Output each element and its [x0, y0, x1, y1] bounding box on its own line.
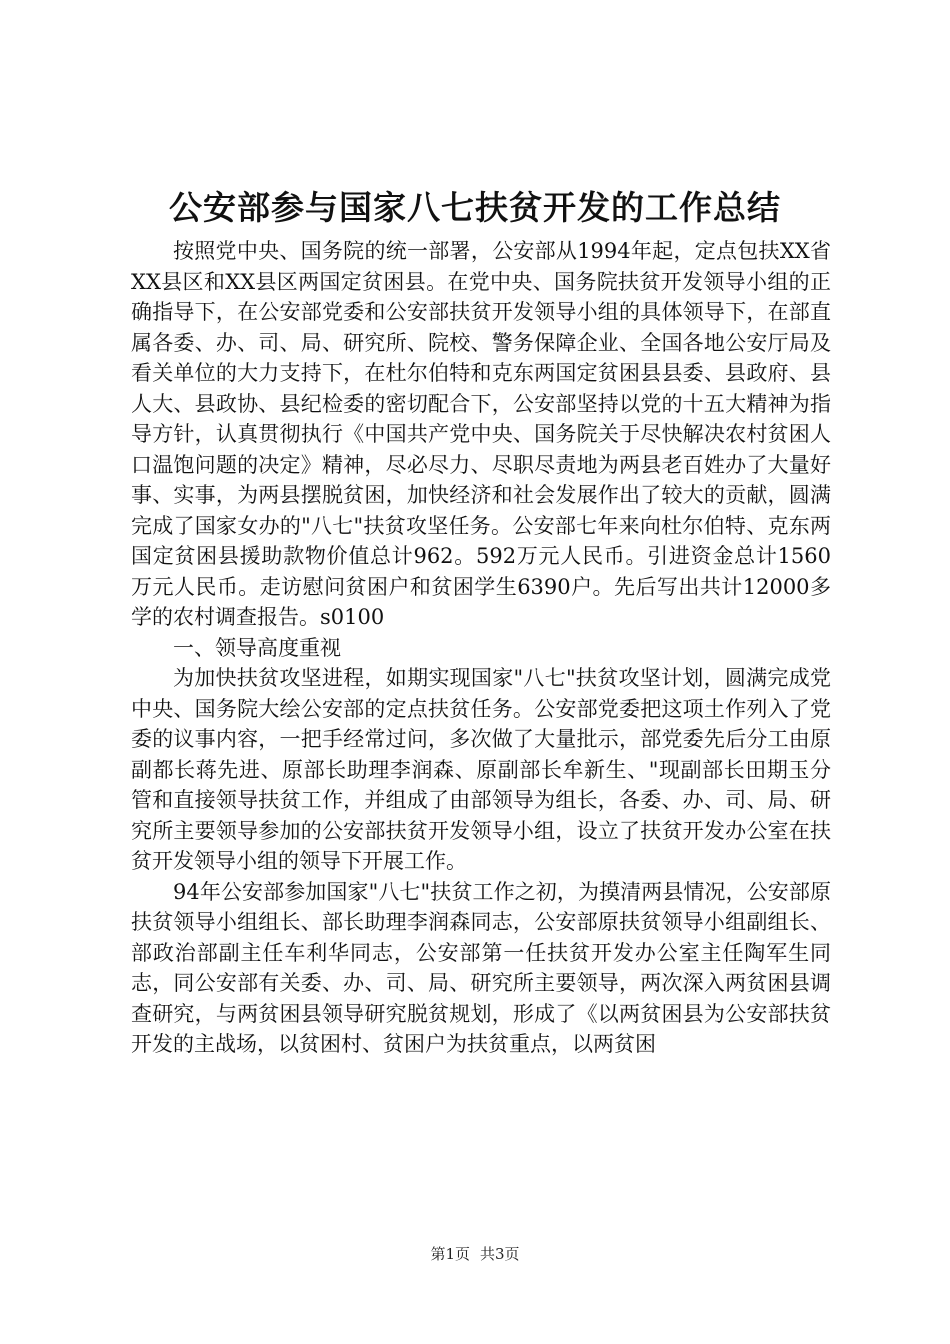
page-footer	[0, 1244, 950, 1264]
document-title: 公安部参与国家八七扶贫开发的工作总结	[169, 188, 781, 227]
section-heading: 一、领导高度重视	[173, 635, 341, 660]
intro-paragraph: 按照党中央、国务院的统一部署，公安部从1994年起，定点包扶XX省XX县区和XX县区两国定贫困县。在党中央、国务院扶贫开发领导小组的正确指导下，在公安部党委和公安部扶贫开发领导小组的具体领导下，在部直属各委、办、司、局、研究所、院校、警务保障企业、全国各地公安厅局及看关单位的大力支持下，在杜尔伯特和克东两国定贫困县县委、县政府、县人大、县政协、县纪检委的密切配合下，公安部坚持以党的十五大精神为指导方针，认真贯彻执行《中国共产党中央、国务院关于尽快解决农村贫困人口温饱问题的决定》精神，尽必尽力、尽职尽责地为两县老百姓办了大量好事、实事，为两县摆脱贫困，加快经济和社会发展作出了较大的贡献，圆满完成了国家女办的"八七"扶贫攻坚任务。公安部七年来向杜尔伯特、克东两国定贫困县援助款物价值总计962。592万元人民币。引进资金总计1560万元人民币。走访慰问贫困户和贫困学生6390户。先后写出共计12000多学的农村调查报告。s0100	[131, 239, 831, 629]
page-total: 共3页	[480, 1245, 520, 1263]
page-number: 第1页	[430, 1245, 470, 1263]
section-paragraph: 为加快扶贫攻坚进程，如期实现国家"八七"扶贫攻坚计划，圆满完成党中央、国务院大绘公安部的定点扶贫任务。公安部党委把这项土作列入了党委的议事内容，一把手经常过问，多次做了大量批示，部党委先后分工由原副都长蒋先进、原部长助理李润森、原副部长牟新生、"现副部长田期玉分管和直接领导扶贫工作，并组成了由部领导为组长，各委、办、司、局、研究所主要领导参加的公安部扶贫开发领导小组，设立了扶贫开发办公室在扶贫开发领导小组的领导下开展工作。	[131, 666, 831, 873]
document-body	[131, 236, 831, 1060]
section-paragraph: 94年公安部参加国家"八七"扶贫工作之初，为摸清两县情况，公安部原扶贫领导小组组长、部长助理李润森同志，公安部原扶贫领导小组副组长、部政治部副主任车利华同志，公安部第一任扶贫开发办公室主任陶军生同志，同公安部有关委、办、司、局、研究所主要领导，两次深入两贫困县调查研究，与两贫困县领导研究脱贫规划，形成了《以两贫困县为公安部扶贫开发的主战场，以贫困村、贫困户为扶贫重点，以两贫困	[131, 879, 831, 1056]
